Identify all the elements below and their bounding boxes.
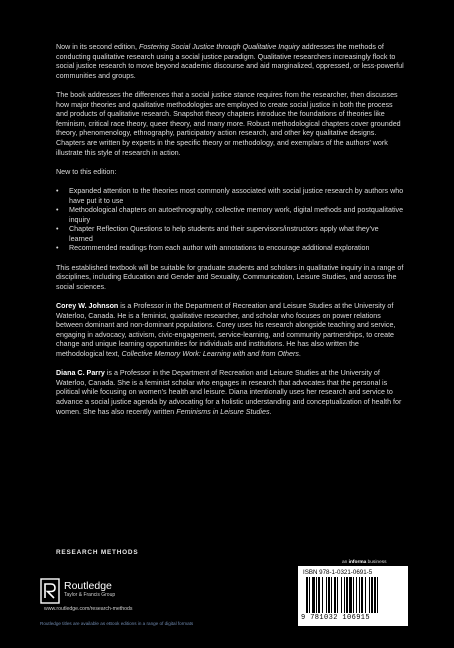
barcode-bar xyxy=(334,577,336,613)
intro-paragraph xyxy=(56,43,404,81)
barcode-bar xyxy=(349,577,352,613)
informa-pre: an xyxy=(342,560,349,565)
author-name: Diana C. Parry xyxy=(56,369,105,378)
publisher-name: Routledge xyxy=(64,580,112,592)
author-bio-end: . xyxy=(269,407,272,416)
barcode-bar xyxy=(322,577,323,613)
barcode-bar xyxy=(369,577,370,613)
barcode-bar xyxy=(318,577,320,613)
new-features-list xyxy=(56,187,404,254)
barcode-bar xyxy=(371,577,373,613)
list-item xyxy=(56,187,404,206)
bullet-icon: • xyxy=(56,186,59,195)
new-edition-heading: New to this edition: xyxy=(56,167,117,176)
barcode-bar xyxy=(365,577,366,613)
barcode-digits: 9 781032 106915 xyxy=(301,614,371,622)
barcode-bar xyxy=(326,577,327,613)
informa-post: business xyxy=(366,560,387,565)
informa-tagline xyxy=(342,560,387,565)
list-item xyxy=(56,244,404,254)
series-label: RESEARCH METHODS xyxy=(56,549,139,556)
ebook-note: Routledge titles are available as eBook editions in a range of digital formats xyxy=(40,621,194,626)
audience-paragraph: This established textbook will be suitable for graduate students and scholars in qualitative inquiry in a range of disciplines, including Education and Gender and Sexuality, Communication, Leisure Studies, and across the social sciences. xyxy=(56,263,404,291)
author-bio-text: is a Professor in the Department of Recreation and Leisure Studies at the University of Waterloo, Canada. He is a feminist, qualitative researcher, and scholar who focuses on power relations between dominant and non-dominant populations. Corey uses his research alongside teaching and service, engaging in advocacy, activism, civic-engagement, service-learning, and community partnerships, to create change and unique learning opportunities for individuals and institutions. He has also written the methodological text, xyxy=(56,302,396,358)
barcode-bar xyxy=(341,577,342,613)
author-bio-end: . xyxy=(298,350,301,358)
intro-text-start: Now in its second edition, xyxy=(56,43,139,51)
bullet-icon: • xyxy=(56,206,59,215)
list-item-text: Methodological chapters on autoethnography, collective memory work, digital methods and postqualitative inquiry xyxy=(69,206,404,224)
list-item-text: Expanded attention to the theories most commonly associated with social justice research by authors who have put it to use xyxy=(69,186,404,205)
isbn-label: ISBN 978-1-0321-0691-5 xyxy=(303,569,373,576)
barcode-icon xyxy=(306,577,400,613)
publisher-group: Taylor & Francis Group xyxy=(64,592,116,598)
author-bio-johnson xyxy=(56,302,404,360)
barcode-bar xyxy=(316,577,317,613)
routledge-logo-icon xyxy=(40,578,60,604)
barcode-panel xyxy=(298,566,408,626)
author-name: Corey W. Johnson xyxy=(56,302,119,311)
list-item xyxy=(56,206,404,225)
bullet-icon: • xyxy=(56,225,59,234)
intro-text-end: addresses the methods of conducting qualitative research using a social justice paradigm. Qualitative researchers increasingly flock to social justice research to move beyond academic discourse and aid marginalized, oppressed, or less-powerful communities and groups. xyxy=(56,43,404,80)
book-title: Fostering Social Justice through Qualitative Inquiry xyxy=(138,43,300,51)
description-paragraph: The book addresses the differences that a social justice stance requires from the researcher, then discusses how major theories and qualitative methodologies are employed to create social justice in both the process and products of qualitative research. Snapshot theory chapters introduce the foundations of theories like feminism, critical race theory, queer theory, and many more. Robust methodological chapters cover grounded theory, phenomenology, ethnography, participatory action research, and other key qualitative designs. Chapters are written by experts in the specific theory or methodology, and exemplars of the authors’ work illustrate this style of research in action. xyxy=(56,90,401,157)
author-book-title: Collective Memory Work: Learning with and from Others xyxy=(121,350,299,358)
barcode-bar xyxy=(344,577,345,613)
bullet-icon: • xyxy=(56,244,59,253)
barcode-bar xyxy=(374,577,376,613)
publisher-url[interactable]: www.routledge.com/research-methods xyxy=(44,606,133,612)
barcode-bar xyxy=(377,577,378,613)
barcode-bar xyxy=(306,577,308,613)
list-item-text: Recommended readings from each author with annotations to encourage additional exploration xyxy=(69,244,370,253)
barcode-bar xyxy=(331,577,332,613)
barcode-bar xyxy=(337,577,338,613)
list-item xyxy=(56,225,404,244)
list-item-text: Chapter Reflection Questions to help students and their supervisors/instructors apply what they’ve learned xyxy=(69,225,379,243)
barcode-bar xyxy=(356,577,357,613)
publisher-logo xyxy=(40,578,240,618)
barcode-bar xyxy=(309,577,310,613)
author-bio-parry xyxy=(56,369,404,417)
back-cover-text xyxy=(56,43,404,427)
barcode-bar xyxy=(328,577,330,613)
author-book-title: Feminisms in Leisure Studies xyxy=(176,407,270,416)
barcode-bar xyxy=(312,577,315,613)
barcode-bar xyxy=(353,577,354,613)
barcode-bar xyxy=(361,577,363,613)
barcode-bar xyxy=(359,577,360,613)
author-bio-text: is a Professor in the Department of Recreation and Leisure Studies at the University of Waterloo, Canada. She is a feminist scholar who engages in research that advocates that the personal is political while focusing on women’s health and leisure. Diana intentionally uses her research and service to advance a social justice agenda by advocating for a holistic understanding and conceptualization of health for women. She has also recently written xyxy=(56,369,402,416)
barcode-bar xyxy=(346,577,348,613)
informa-brand: informa xyxy=(348,560,367,565)
